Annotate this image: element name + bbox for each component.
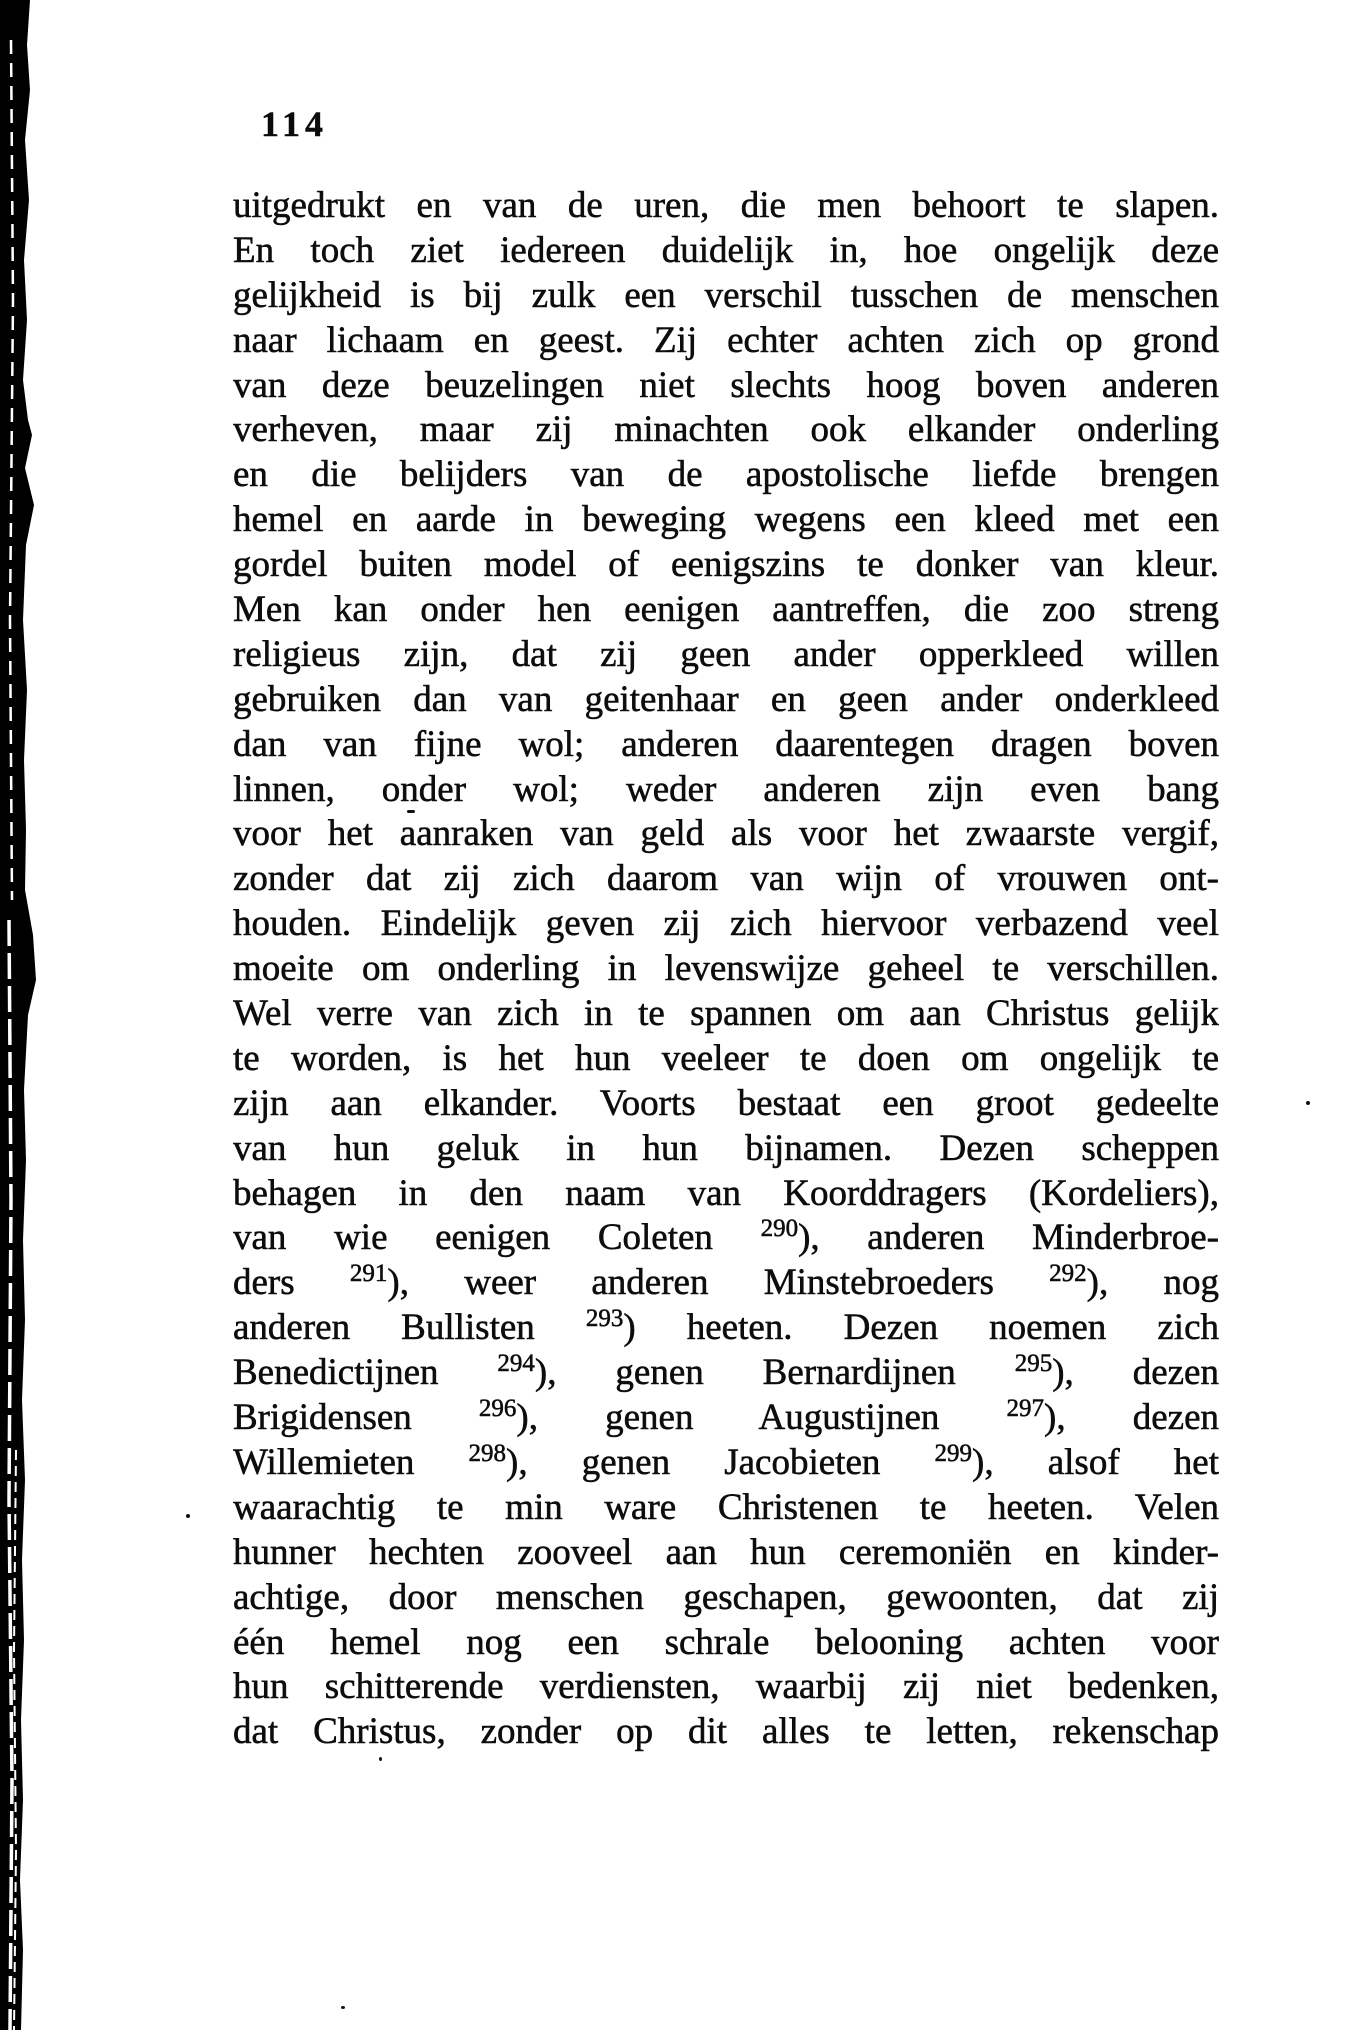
body-text bbox=[233, 184, 1219, 1755]
text-line: houden. Eindelijk geven zij zich hiervoor verbazend veel bbox=[233, 903, 1219, 945]
text-line: En toch ziet iedereen duidelijk in, hoe ongelijk deze bbox=[233, 229, 1219, 271]
text-line: zonder dat zij zich daarom van wijn of vrouwen ont- bbox=[233, 858, 1219, 900]
text-line: zijn aan elkander. Voorts bestaat een groot gedeelte bbox=[233, 1082, 1219, 1124]
footnote-ref: 292 bbox=[1049, 1261, 1087, 1288]
text-line: Brigidensen $^{296}$), genen Augustijnen $^{297}$), dezen bbox=[233, 1396, 1219, 1439]
text-line: gebruiken dan van geitenhaar en geen ander onderkleed bbox=[233, 678, 1219, 720]
text-line: voor het aanraken van geld als voor het zwaarste vergif, bbox=[233, 813, 1219, 855]
footnote-ref: 290 bbox=[760, 1216, 799, 1243]
footnote-ref: 294 bbox=[497, 1351, 535, 1378]
ink-speck bbox=[341, 2006, 345, 2009]
text-line: gelijkheid is bij zulk een verschil tusschen de menschen bbox=[233, 274, 1219, 316]
text-line: gordel buiten model of eenigszins te donker van kleur. bbox=[233, 544, 1219, 586]
text-line: achtige, door menschen geschapen, gewoonten, dat zij bbox=[233, 1576, 1219, 1618]
text-line: Wel verre van zich in te spannen om aan Christus gelijk bbox=[233, 993, 1219, 1035]
text-line: hunner hechten zooveel aan hun ceremoniën en kinder- bbox=[233, 1531, 1219, 1573]
text-line: en die belijders van de apostolische liefde brengen bbox=[233, 454, 1219, 496]
text-line: van hun geluk in hun bijnamen. Dezen scheppen bbox=[233, 1127, 1219, 1169]
text-line: dan van fijne wol; anderen daarentegen dragen boven bbox=[233, 723, 1219, 765]
text-line: behagen in den naam van Koorddragers (Kordeliers), bbox=[233, 1172, 1219, 1214]
text-line: dat Christus, zonder op dit alles te letten, rekenschap bbox=[233, 1711, 1219, 1753]
text-line: hemel en aarde in beweging wegens een kleed met een bbox=[233, 499, 1219, 541]
text-line: anderen Bullisten $^{293}$) heeten. Dezen noemen zich bbox=[233, 1306, 1219, 1349]
ink-speck bbox=[186, 1514, 190, 1518]
text-line: waarachtig te min ware Christenen te heeten. Velen bbox=[233, 1486, 1219, 1528]
text-line: Men kan onder hen eenigen aantreffen, die zoo streng bbox=[233, 589, 1219, 631]
ink-speck bbox=[1306, 1101, 1310, 1105]
text-line: één hemel nog een schrale belooning achten voor bbox=[233, 1621, 1219, 1663]
text-line: verheven, maar zij minachten ook elkander onderling bbox=[233, 409, 1219, 451]
footnote-ref: 298 bbox=[468, 1440, 507, 1467]
text-line: van deze beuzelingen niet slechts hoog boven anderen bbox=[233, 364, 1219, 406]
footnote-ref: 299 bbox=[934, 1440, 973, 1467]
text-line: Willemieten $^{298}$), genen Jacobieten $^{299}$), alsof het bbox=[233, 1440, 1219, 1483]
text-line: hun schitterende verdiensten, waarbij zij niet bedenken, bbox=[233, 1666, 1219, 1708]
footnote-ref: 295 bbox=[1014, 1351, 1053, 1378]
ink-speck bbox=[379, 1757, 382, 1761]
footnote-ref: 291 bbox=[349, 1261, 388, 1288]
footnote-ref: 293 bbox=[585, 1306, 624, 1333]
footnote-ref: 296 bbox=[478, 1396, 517, 1423]
text-line: Benedictijnen $^{294}$), genen Bernardijnen $^{295}$), dezen bbox=[233, 1351, 1219, 1394]
ink-speck bbox=[407, 810, 415, 813]
footnote-ref: 297 bbox=[1006, 1396, 1045, 1423]
text-line: ders $^{291}$), weer anderen Minstebroeders $^{292}$), nog bbox=[233, 1261, 1219, 1304]
text-line: naar lichaam en geest. Zij echter achten zich op grond bbox=[233, 319, 1219, 361]
text-line: van wie eenigen Coleten $^{290}$), anderen Minderbroe- bbox=[233, 1216, 1219, 1259]
page-number: 114 bbox=[261, 104, 329, 144]
scan-binding-edge-artifact bbox=[0, 0, 60, 2030]
text-line: uitgedrukt en van de uren, die men behoort te slapen. bbox=[233, 185, 1219, 226]
text-line: moeite om onderling in levenswijze geheel te verschillen. bbox=[233, 948, 1219, 990]
text-line: te worden, is het hun veeleer te doen om ongelijk te bbox=[233, 1037, 1219, 1079]
text-line: religieus zijn, dat zij geen ander opperkleed willen bbox=[233, 633, 1219, 675]
text-line: linnen, onder wol; weder anderen zijn even bang bbox=[233, 768, 1219, 810]
